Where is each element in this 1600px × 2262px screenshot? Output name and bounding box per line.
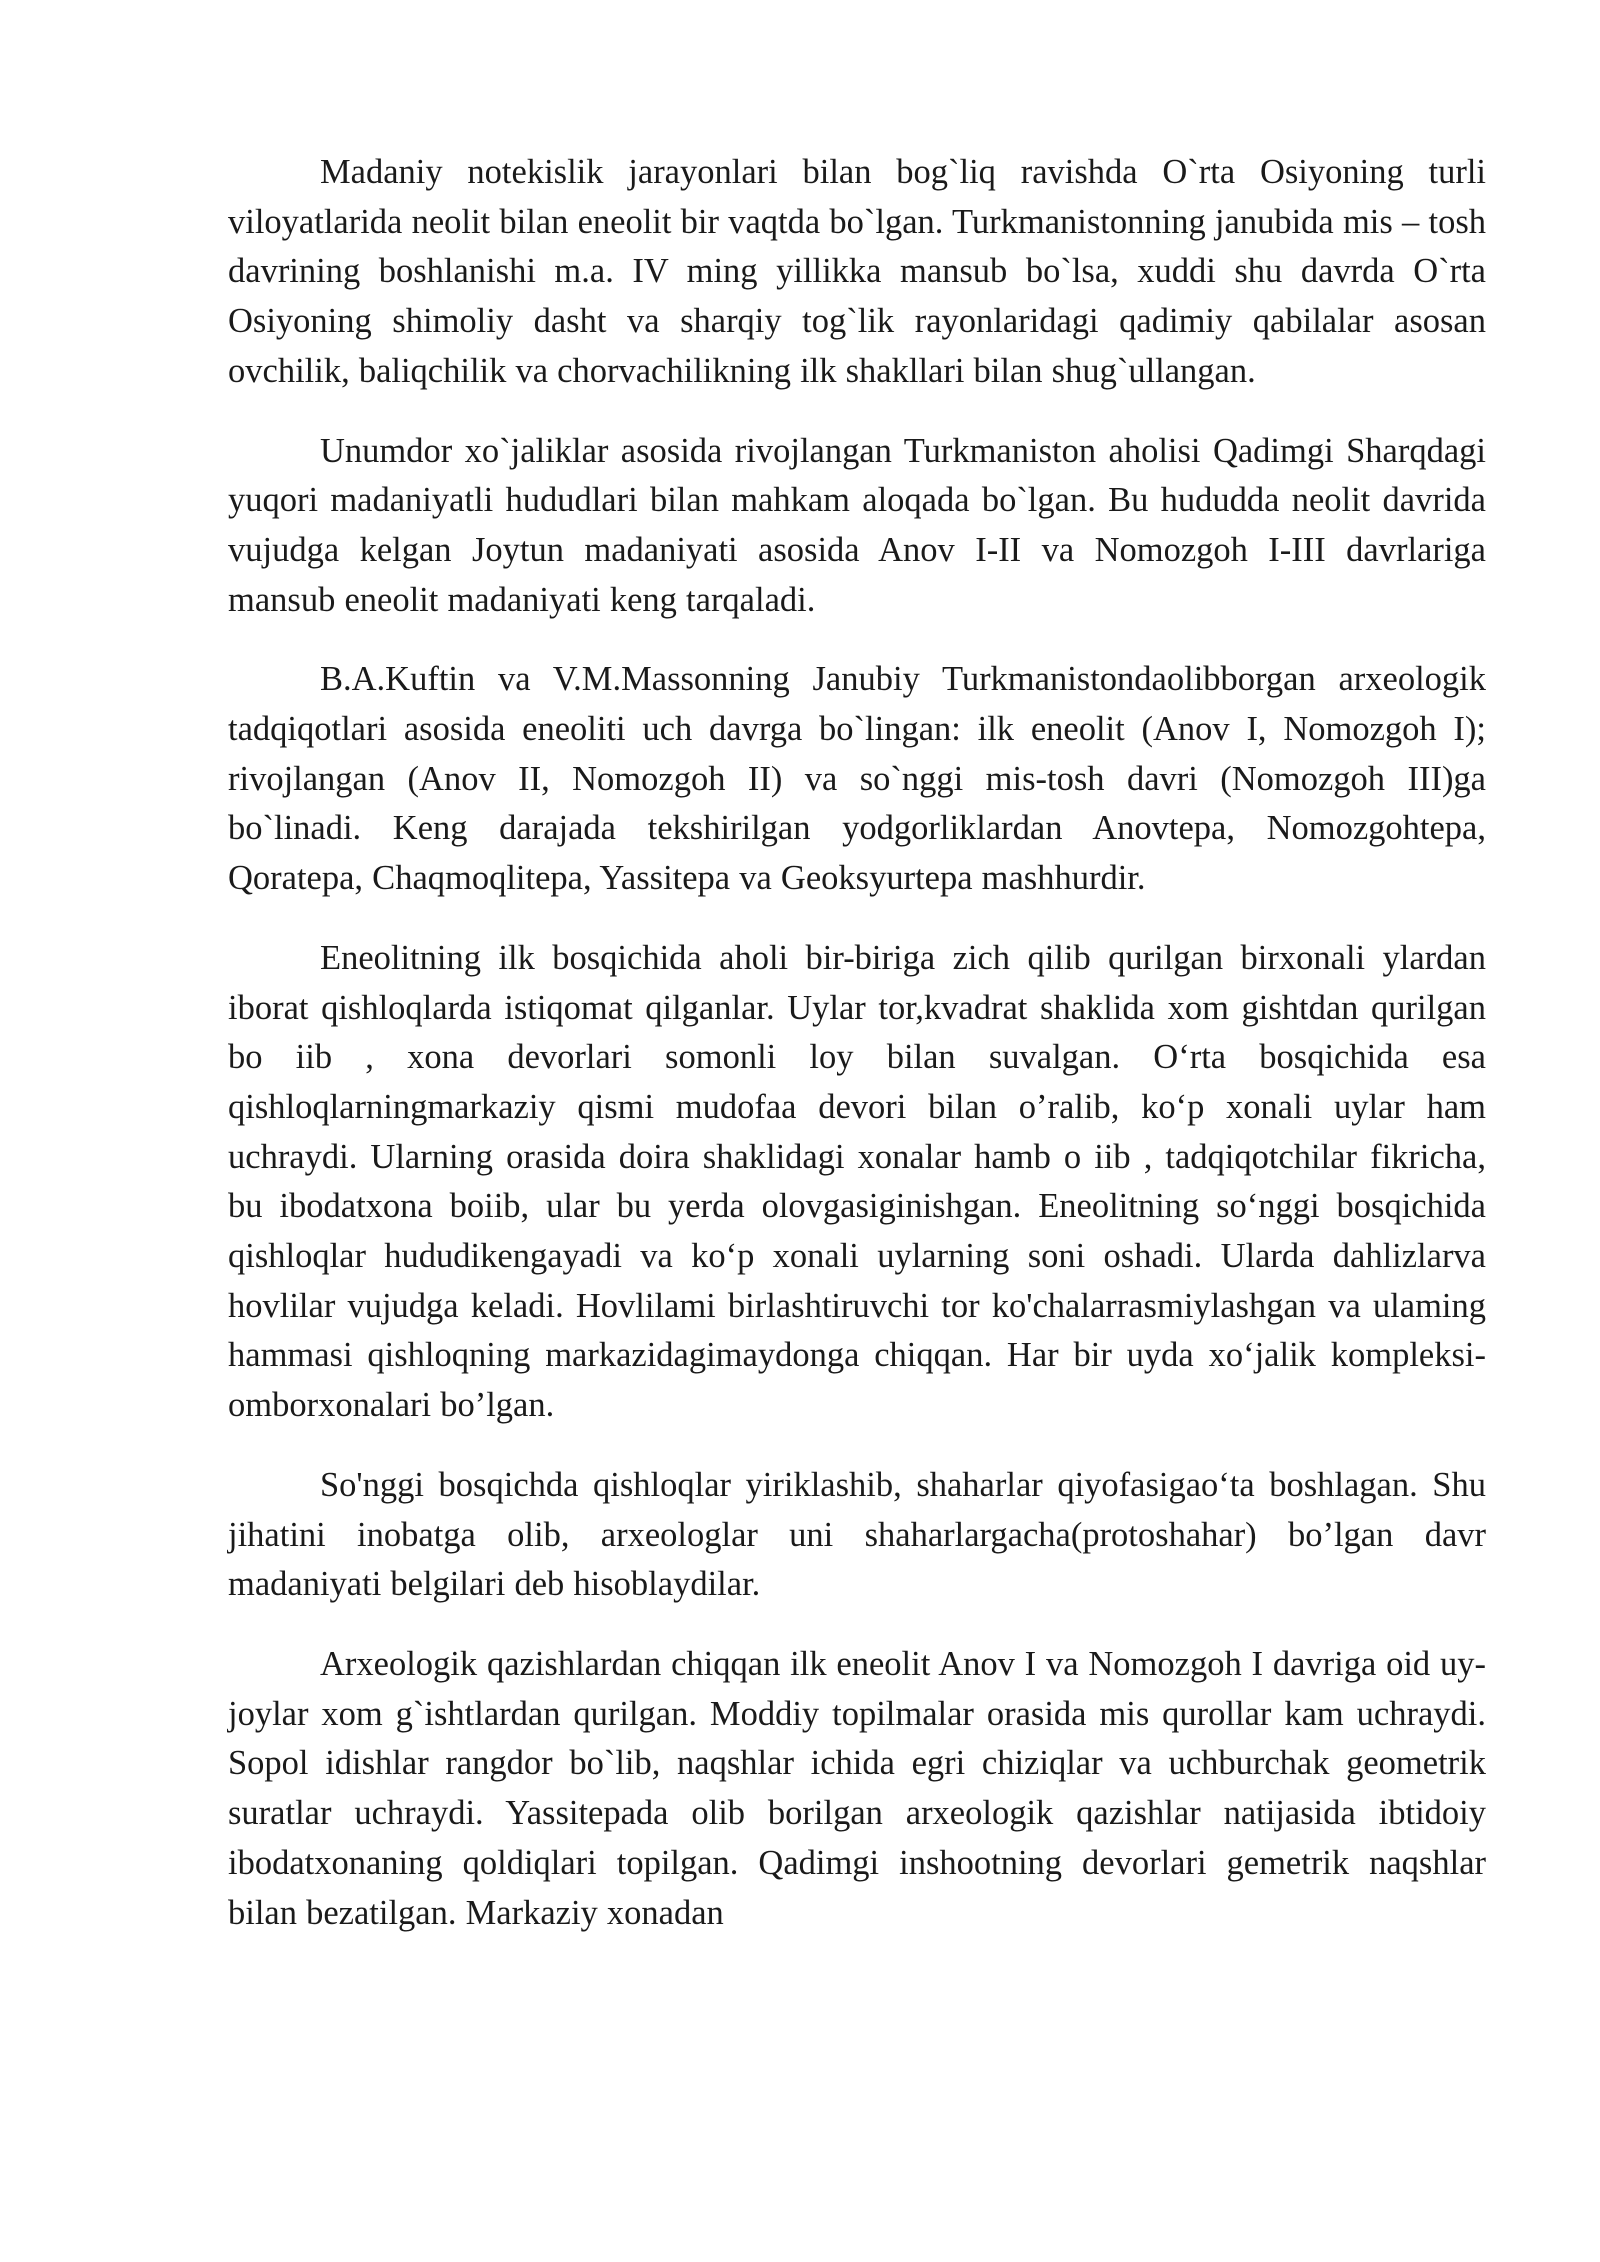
- paragraph-1: Madaniy notekislik jarayonlari bilan bog`liq ravishda O`rta Osiyoning turli viloyatlarida neolit bilan eneolit bir vaqtda bo`lgan. Turkmanistonning janubida mis – tosh davrining boshlanishi m.a. IV ming yillikka mansub bo`lsa, xuddi shu davrda O`rta Osiyoning shimoliy dasht va sharqiy tog`lik rayonlaridagi qadimiy qabilalar asosan ovchilik, baliqchilik va chorvachilikning ilk shakllari bilan shug`ullangan.: [228, 153, 1486, 390]
- paragraph-4: Eneolitning ilk bosqichida aholi bir-biriga zich qilib qurilgan birxonali ylardan iborat qishloqlarda istiqomat qilganlar. Uylar tor,kvadrat shaklida xom gishtdan qurilgan bo iib , xona devorlari somonli loy bilan suvalgan. O‘rta bosqichida esa qishloqlarningmarkaziy qismi mudofaa devori bilan o’ralib, ko‘p xonali uylar ham uchraydi. Ularning orasida doira shaklidagi xonalar hamb o iib , tadqiqotchilar fikricha, bu ibodatxona boiib, ular bu yerda olovgasiginishgan. Eneolitning so‘nggi bosqichida qishloqlar hududikengayadi va ko‘p xonali uylarning soni oshadi. Ularda dahlizlarva hovlilar vujudga keladi. Hovlilami birlashtiruvchi tor ko'chalarrasmiylashgan va ulaming hammasi qishloqning markazidagimaydonga chiqqan. Har bir uyda xo‘jalik kompleksi-omborxonalari bo’lgan.: [228, 938, 1486, 1425]
- paragraph-2: Unumdor xo`jaliklar asosida rivojlangan Turkmaniston aholisi Qadimgi Sharqdagi yuqori madaniyatli hududlari bilan mahkam aloqada bo`lgan. Bu hududda neolit davrida vujudga kelgan Joytun madaniyati asosida Anov I-II va Nomozgoh I-III davrlariga mansub eneolit madaniyati keng tarqaladi.: [228, 431, 1486, 619]
- document-page: [228, 148, 1486, 1968]
- paragraph-6: Arxeologik qazishlardan chiqqan ilk eneolit Anov I va Nomozgoh I davriga oid uy-joylar xom g`ishtlardan qurilgan. Moddiy topilmalar orasida mis qurollar kam uchraydi. Sopol idishlar rangdor bo`lib, naqshlar ichida egri chiziqlar va uchburchak geometrik suratlar uchraydi. Yassitepada olib borilgan arxeologik qazishlar natijasida ibtidoiy ibodatxonaning qoldiqlari topilgan. Qadimgi inshootning devorlari gemetrik naqshlar bilan bezatilgan. Markaziy xonadan: [228, 1644, 1486, 1932]
- paragraph-5: So'nggi bosqichda qishloqlar yiriklashib, shaharlar qiyofasigao‘ta boshlagan. Shu jihatini inobatga olib, arxeologlar uni shaharlargacha(protoshahar) bo’lgan davr madaniyati belgilari deb hisoblaydilar.: [228, 1465, 1486, 1604]
- paragraph-3: B.A.Kuftin va V.M.Massonning Janubiy Turkmanistondaolibborgan arxeologik tadqiqotlari asosida eneoliti uch davrga bo`lingan: ilk eneolit (Anov I, Nomozgoh I); rivojlangan (Anov II, Nomozgoh II) va so`nggi mis-tosh davri (Nomozgoh III)ga bo`linadi. Keng darajada tekshirilgan yodgorliklardan Anovtepa, Nomozgohtepa, Qoratepa, Chaqmoqlitepa, Yassitepa va Geoksyurtepa mashhurdir.: [228, 660, 1486, 898]
